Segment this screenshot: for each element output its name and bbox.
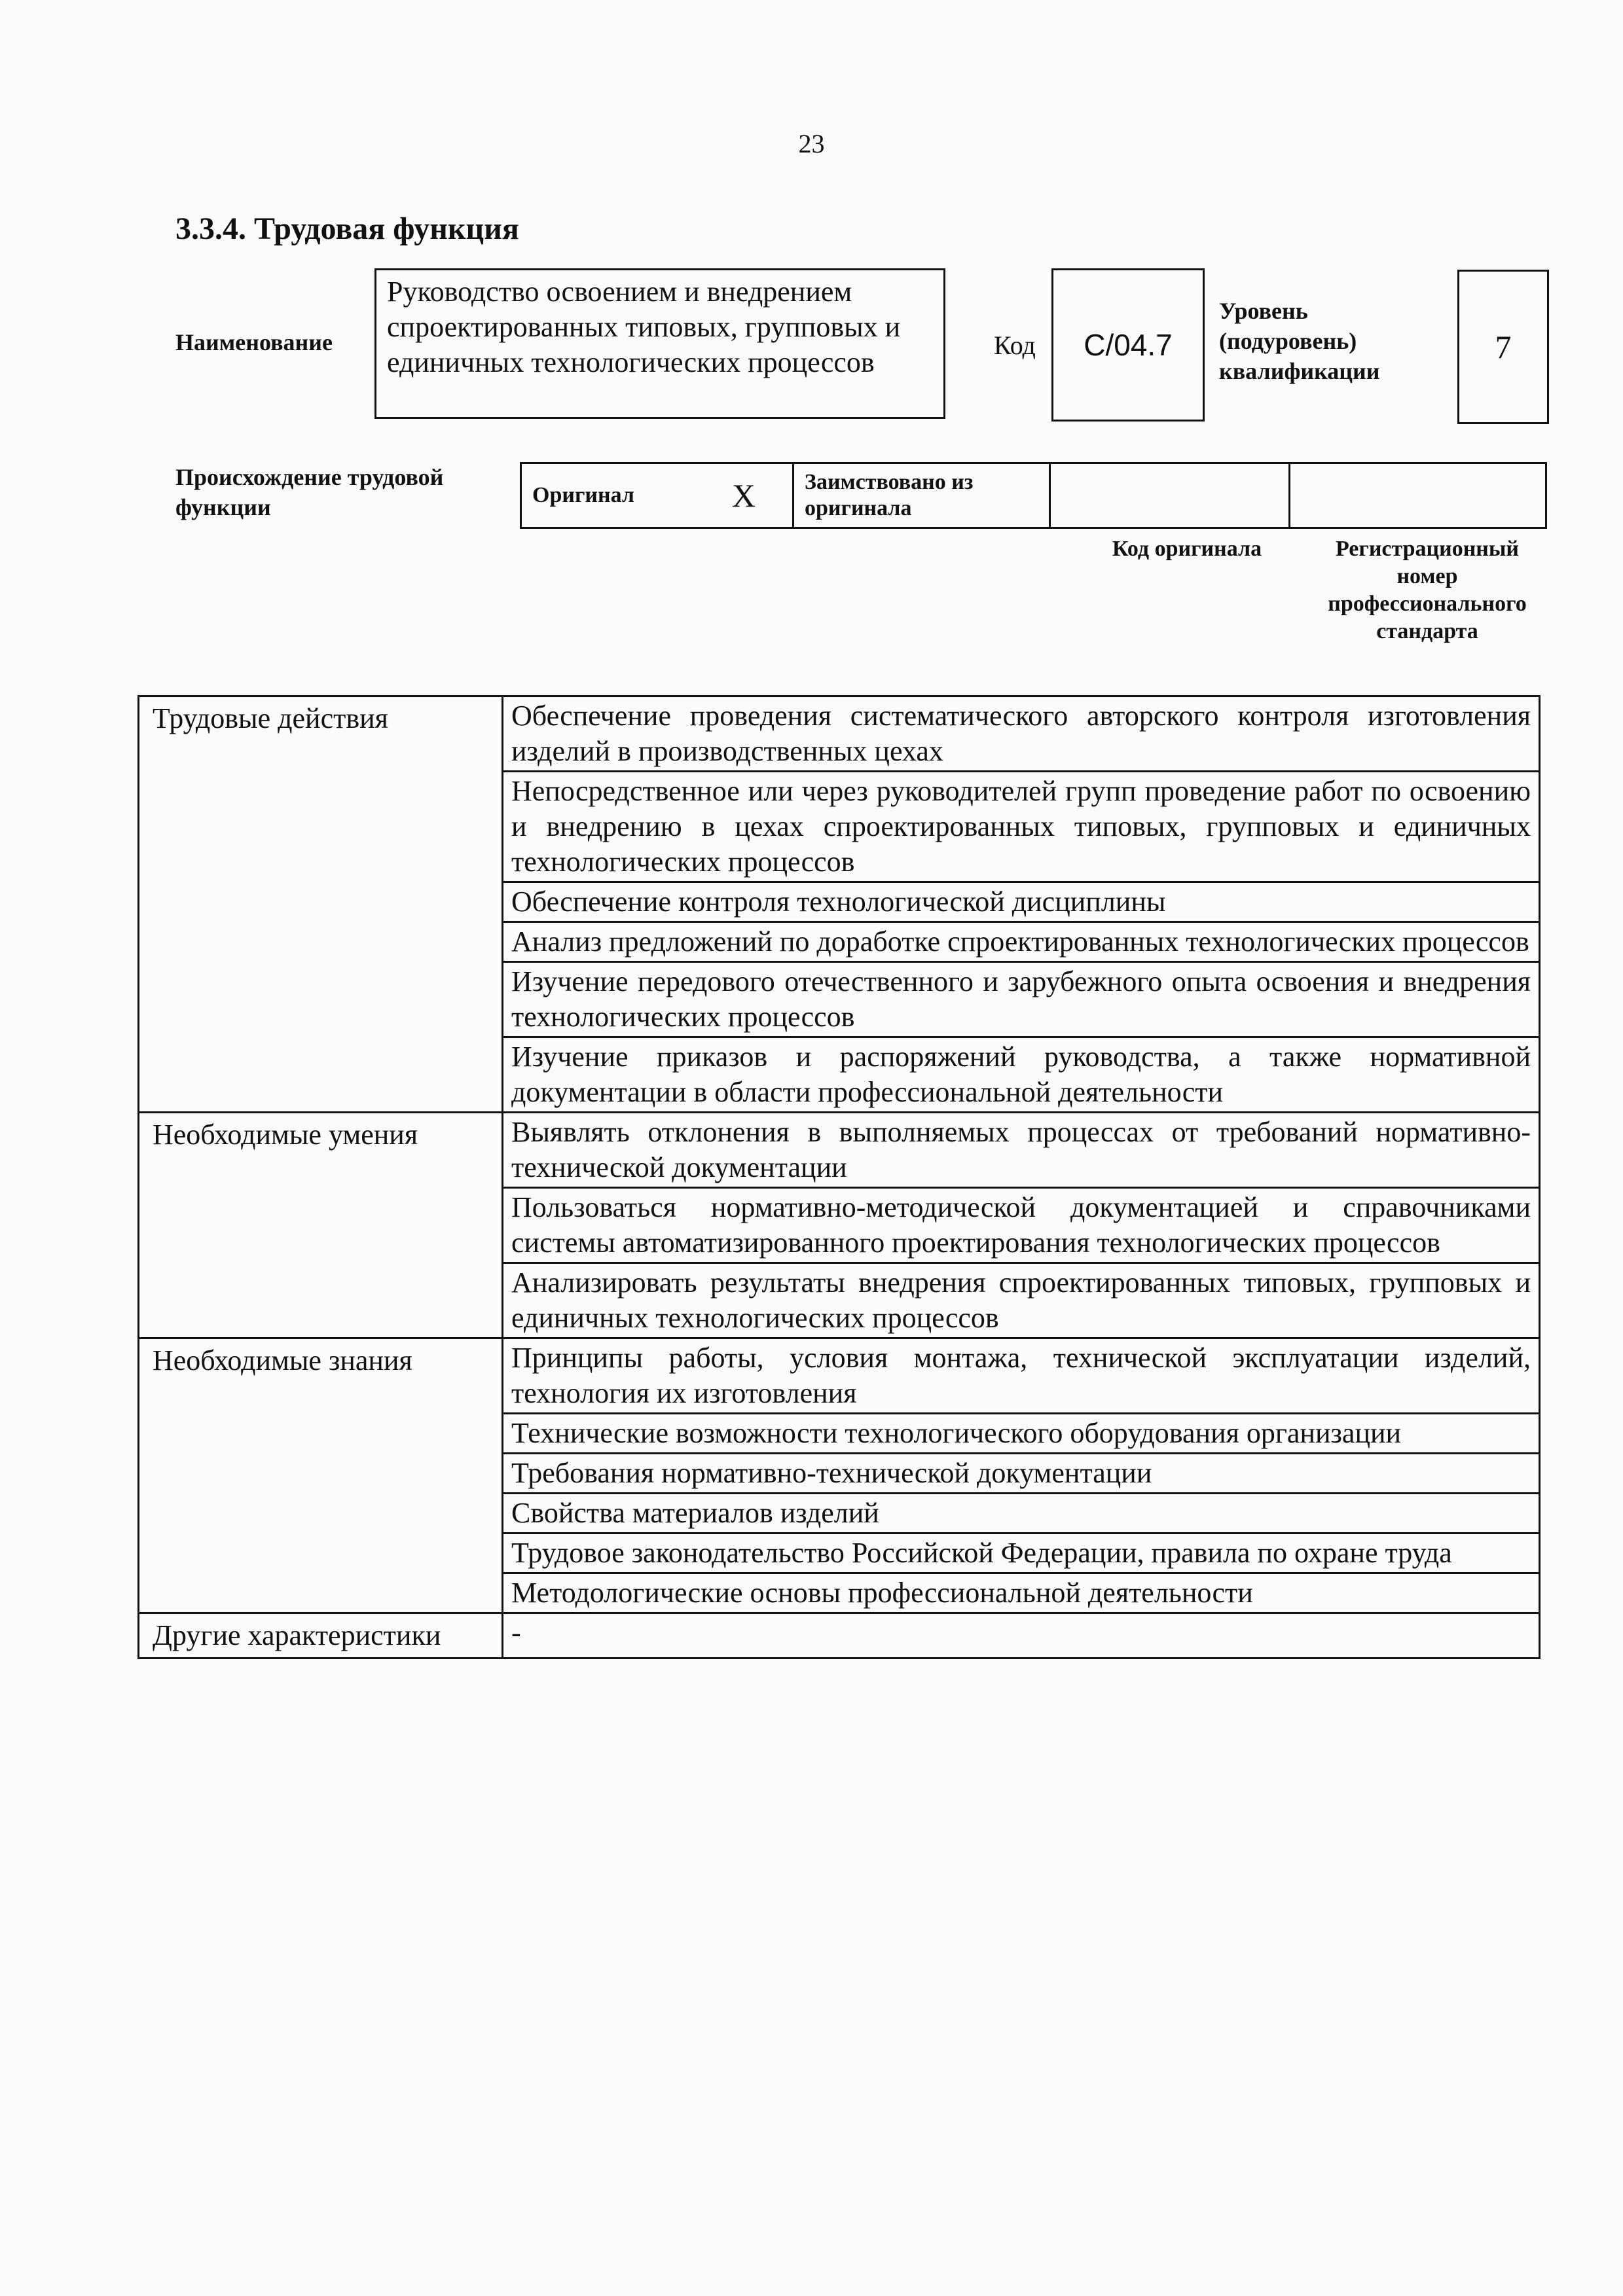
origin-label-text: Происхождение трудовой функции xyxy=(175,464,444,520)
table-row xyxy=(139,1338,1540,1414)
name-value: Руководство освоением и внедрением спроектированных типовых, групповых и единичных технологических процессов xyxy=(374,268,945,419)
group-item: Требования нормативно-технической документации xyxy=(503,1454,1540,1494)
group-item: Анализ предложений по доработке спроектированных технологических процессов xyxy=(503,922,1540,962)
group-item: Трудовое законодательство Российской Федерации, правила по охране труда xyxy=(503,1534,1540,1573)
group-item: Анализировать результаты внедрения спроектированных типовых, групповых и единичных технологических процессов xyxy=(503,1263,1540,1338)
group-item: - xyxy=(503,1613,1540,1659)
origin-original-cell xyxy=(521,463,793,528)
origin-reg-cell xyxy=(1290,463,1546,528)
group-item: Обеспечение контроля технологической дисциплины xyxy=(503,882,1540,922)
table-row xyxy=(139,696,1540,772)
page-number: 23 xyxy=(798,129,825,158)
origin-original-label: Оригинал xyxy=(532,483,634,507)
level-value: 7 xyxy=(1457,270,1549,424)
group-label: Трудовые действия xyxy=(139,696,503,1113)
section-title: 3.3.4. Трудовая функция xyxy=(175,211,519,246)
group-item: Свойства материалов изделий xyxy=(503,1494,1540,1534)
function-details-table xyxy=(137,695,1541,1659)
code-value: C/04.7 xyxy=(1051,268,1205,422)
origin-borrowed-cell: Заимствовано из оригинала xyxy=(793,463,1050,528)
group-item: Пользоваться нормативно-методической документацией и справочниками системы автоматизированного проектирования технологических процессов xyxy=(503,1188,1540,1263)
group-item: Методологические основы профессиональной деятельности xyxy=(503,1573,1540,1613)
group-label: Другие характеристики xyxy=(139,1613,503,1659)
table-row xyxy=(139,1113,1540,1188)
caption-registration-number: Регистрационный номер профессионального стандарта xyxy=(1328,537,1527,643)
group-item: Непосредственное или через руководителей групп проведение работ по освоению и внедрению в цехах спроектированных типовых, групповых и единичных технологических процессов xyxy=(503,772,1540,882)
caption-original-code: Код оригинала xyxy=(1112,537,1262,561)
name-label: Наименование xyxy=(175,329,333,355)
group-label: Необходимые знания xyxy=(139,1338,503,1613)
group-item: Технические возможности технологического оборудования организации xyxy=(503,1414,1540,1454)
function-details-body xyxy=(139,696,1540,1659)
group-item: Принципы работы, условия монтажа, технической эксплуатации изделий, технология их изготовления xyxy=(503,1338,1540,1414)
group-item: Изучение приказов и распоряжений руководства, а также нормативной документации в области профессиональной деятельности xyxy=(503,1037,1540,1113)
table-row xyxy=(139,1613,1540,1659)
origin-original-mark: X xyxy=(731,477,756,514)
level-label xyxy=(1219,296,1383,386)
group-label: Необходимые умения xyxy=(139,1113,503,1338)
code-label: Код xyxy=(994,331,1036,360)
origin-code-cell xyxy=(1050,463,1290,528)
group-item: Обеспечение проведения систематического авторского контроля изготовления изделий в производственных цехах xyxy=(503,696,1540,772)
origin-table xyxy=(520,462,1547,529)
group-item: Изучение передового отечественного и зарубежного опыта освоения и внедрения технологических процессов xyxy=(503,962,1540,1037)
origin-label xyxy=(175,462,503,522)
group-item: Выявлять отклонения в выполняемых процессах от требований нормативно-технической документации xyxy=(503,1113,1540,1188)
level-label-text: Уровень (подуровень) квалификации xyxy=(1219,298,1380,384)
